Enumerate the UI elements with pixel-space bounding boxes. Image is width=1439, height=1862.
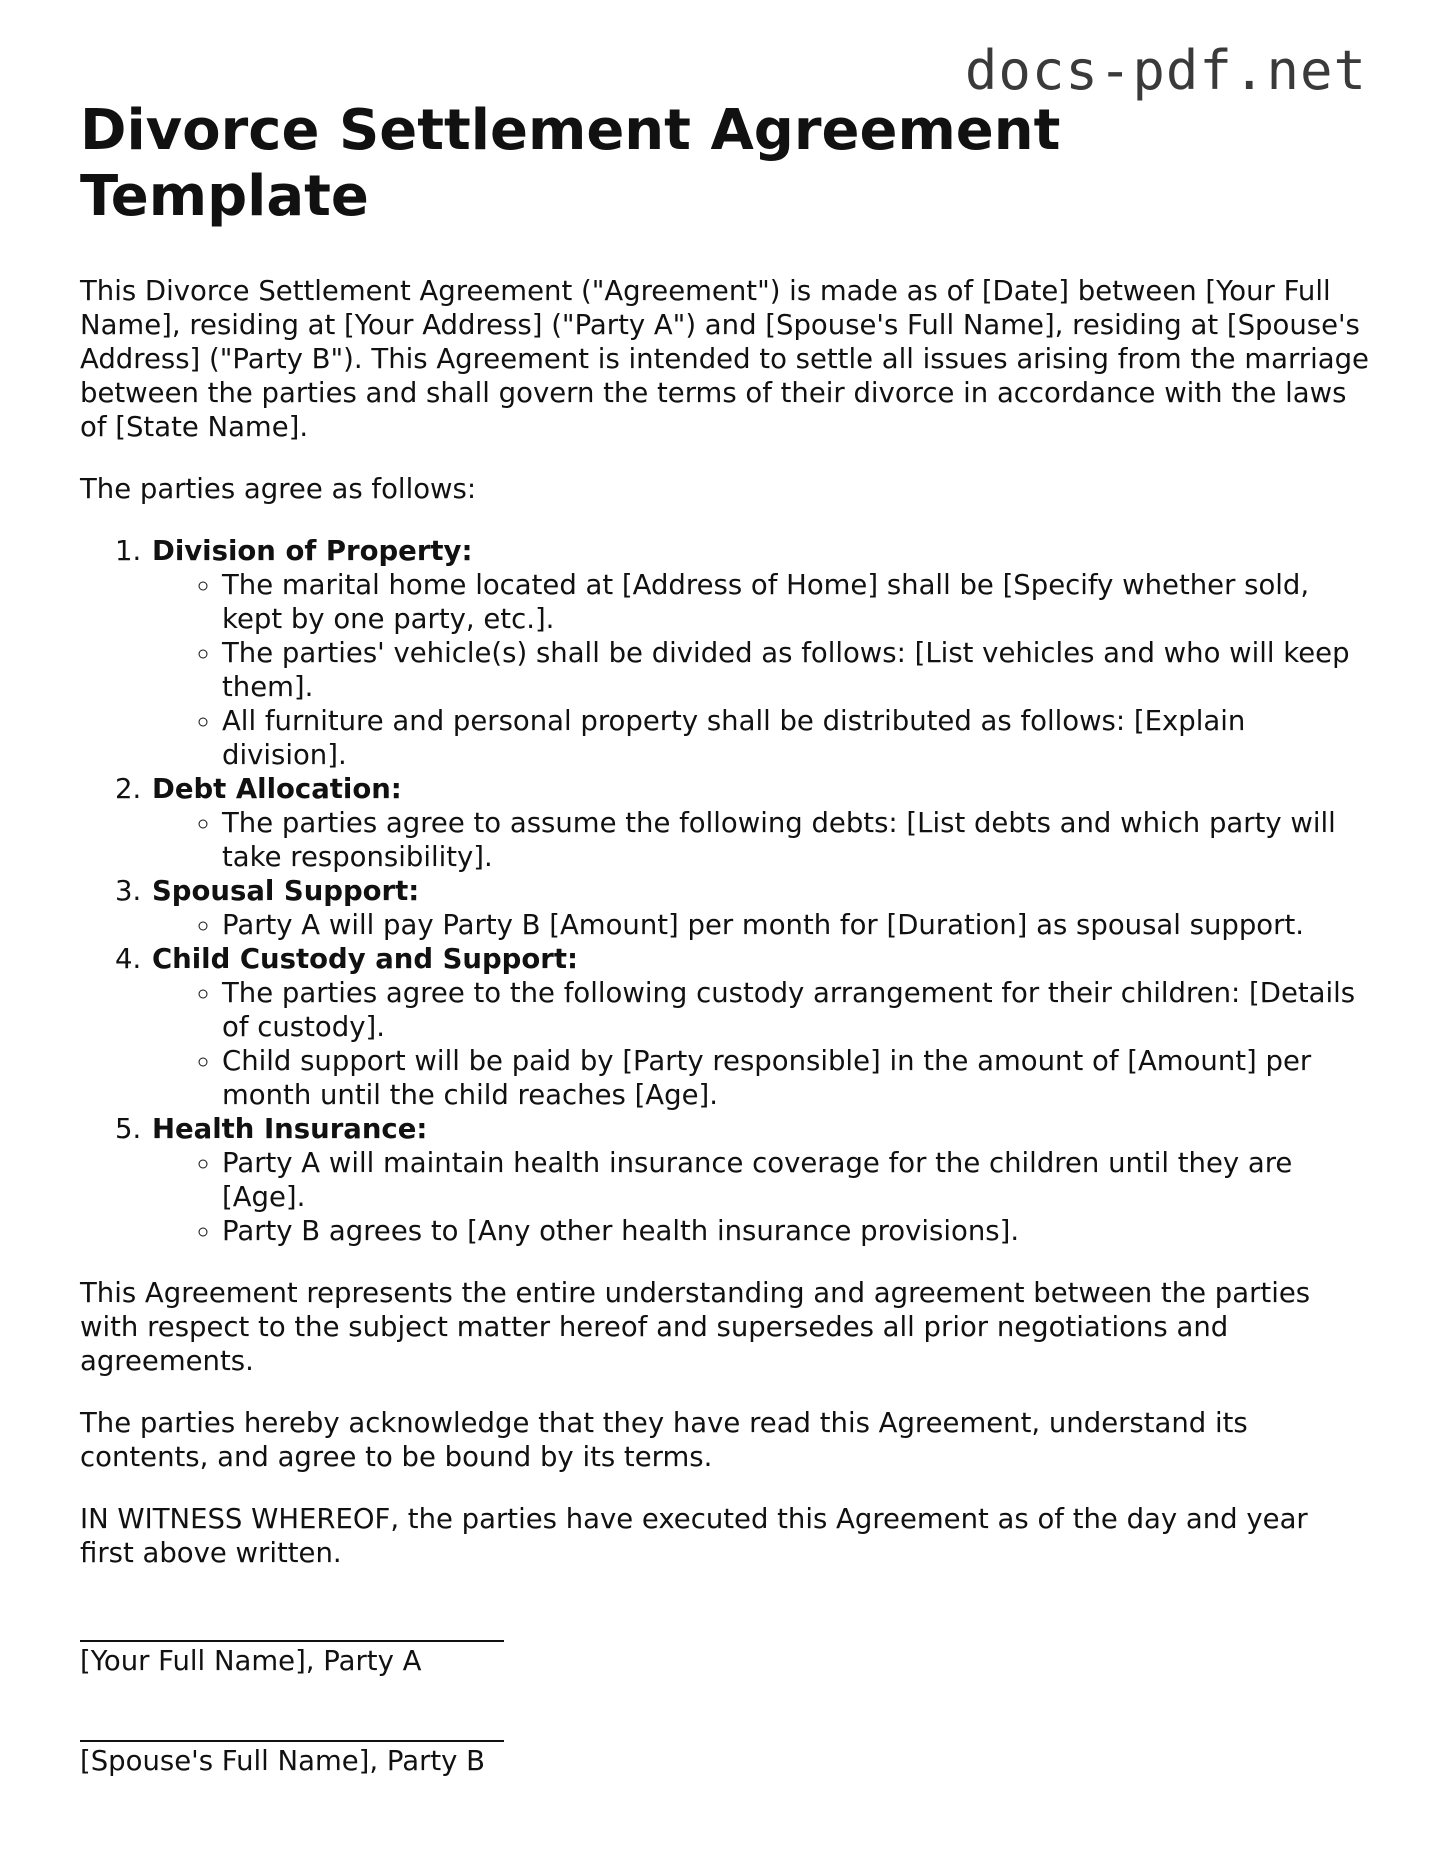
section-title: Health Insurance: [152,1113,428,1145]
list-item: ◦ The parties' vehicle(s) shall be divided as follows: [List vehicles and who will keep them]. [222,636,1370,704]
section-title: Debt Allocation: [152,773,402,805]
section-debt-allocation [150,772,1370,874]
signature-label: [Spouse's Full Name], Party B [80,1745,486,1777]
document-title: Divorce Settlement Agreement Template [80,98,1061,229]
signature-block-party-a [80,1622,1370,1678]
list-item: ◦ Party B agrees to [Any other health insurance provisions]. [222,1214,1370,1248]
list-item: ◦ Party A will pay Party B [Amount] per month for [Duration] as spousal support. [222,908,1370,942]
signature-section [80,1622,1370,1778]
list-item: ◦ Child support will be paid by [Party responsible] in the amount of [Amount] per month until the child reaches [Age]. [222,1044,1370,1112]
section-title: Spousal Support: [152,875,420,907]
signature-block-party-b [80,1722,1370,1778]
list-item: ◦ The parties agree to assume the following debts: [List debts and which party will take responsibility]. [222,806,1370,874]
section-health-insurance [150,1112,1370,1248]
section-items [152,568,1370,772]
signature-line[interactable] [80,1622,504,1642]
section-spousal-support [150,874,1370,942]
signature-label: [Your Full Name], Party A [80,1645,422,1677]
signature-line[interactable] [80,1722,504,1742]
sections-list [80,534,1370,1248]
site-watermark: docs-pdf.net [964,39,1367,102]
list-item: ◦ The marital home located at [Address of Home] shall be [Specify whether sold, kept by one party, etc.]. [222,568,1370,636]
list-item: ◦ All furniture and personal property shall be distributed as follows: [Explain division]. [222,704,1370,772]
intro-paragraph: This Divorce Settlement Agreement ("Agreement") is made as of [Date] between [Your Full Name], residing at [Your Address] ("Party A") and [Spouse's Full Name], residing at [Spouse's Address] ("Party B"). This Agreement is intended to settle all issues arising from the marriage between the parties and shall govern the terms of their divorce in accordance with the laws of [State Name]. [80,275,1369,443]
lead-paragraph: The parties agree as follows: [80,473,477,505]
section-child-custody [150,942,1370,1112]
section-division-of-property [150,534,1370,772]
closing-paragraph-acknowledgement: The parties hereby acknowledge that they have read this Agreement, understand its contents, and agree to be bound by its terms. [80,1407,1248,1473]
section-items [152,976,1370,1112]
section-items [152,908,1370,942]
section-title: Child Custody and Support: [152,943,578,975]
section-title: Division of Property: [152,535,473,567]
closing-paragraph-witness: IN WITNESS WHEREOF, the parties have executed this Agreement as of the day and year first above written. [80,1503,1308,1569]
section-items [152,1146,1370,1248]
document-page [80,98,1370,1778]
list-item: ◦ Party A will maintain health insurance coverage for the children until they are [Age]. [222,1146,1370,1214]
section-items [152,806,1370,874]
list-item: ◦ The parties agree to the following custody arrangement for their children: [Details of custody]. [222,976,1370,1044]
closing-paragraph-entire-agreement: This Agreement represents the entire understanding and agreement between the parties with respect to the subject matter hereof and supersedes all prior negotiations and agreements. [80,1277,1311,1377]
